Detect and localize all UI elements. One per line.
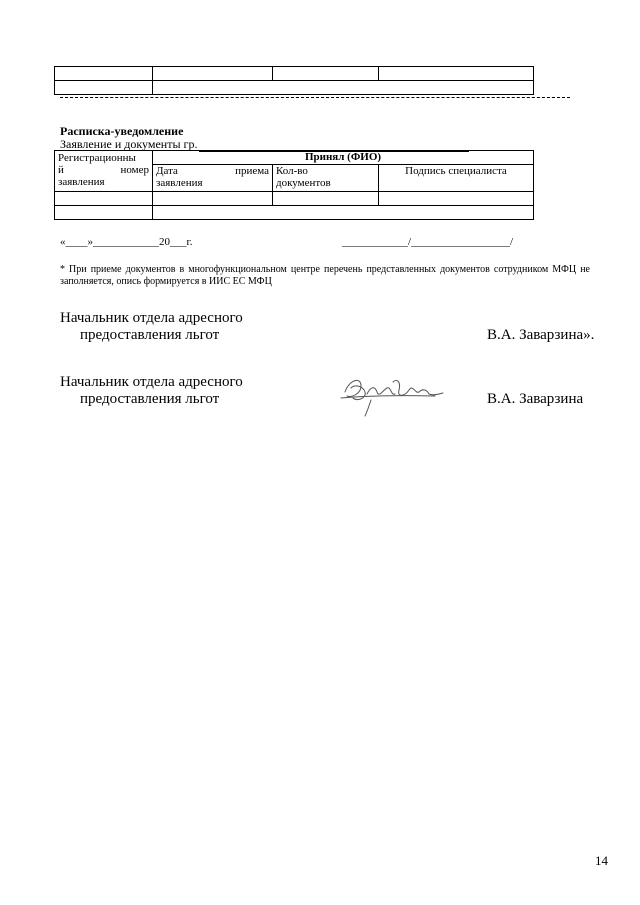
signoff-name: В.А. Заварзина — [487, 391, 584, 407]
header-text — [58, 164, 149, 176]
date-blank: «____»____________20___г. — [60, 236, 193, 248]
header-text: Регистрационны — [58, 152, 136, 164]
table-cell — [379, 192, 534, 206]
table-row — [55, 67, 534, 81]
table-row — [55, 206, 534, 220]
application-prefix: Заявление и документы гр. — [60, 137, 198, 151]
header-text: приема — [235, 165, 269, 177]
footnote: * При приеме документов в многофункциональном центре перечень представленных документов сотрудником МФЦ не заполняется, опись формируется в ИИС ЕС МФЦ — [60, 264, 590, 287]
table-cell — [273, 192, 379, 206]
cut-line — [60, 97, 570, 98]
table-cell — [55, 192, 153, 206]
table-cell — [153, 81, 534, 95]
header-text: Дата — [156, 165, 178, 177]
table-row — [55, 192, 534, 206]
table-cell — [273, 67, 379, 81]
receipt-title: Расписка-уведомление — [60, 124, 184, 138]
header-text: заявления — [156, 177, 203, 189]
signoff-name: В.А. Заварзина». — [487, 327, 595, 343]
header-text: документов — [276, 177, 331, 189]
table-row — [55, 81, 534, 95]
header-text: й — [58, 164, 64, 176]
document-count-header — [273, 165, 379, 192]
signoff-title-line2: предоставления льгот — [80, 391, 220, 407]
date-received-header — [153, 165, 273, 192]
signoff-title-line1: Начальник отдела адресного — [60, 374, 243, 390]
handwritten-signature — [335, 368, 445, 420]
accepted-header: Принял (ФИО) — [153, 151, 534, 165]
header-text — [156, 165, 269, 177]
table-cell — [55, 206, 153, 220]
table-row — [55, 151, 534, 165]
receipt-table — [54, 150, 534, 220]
page-number: 14 — [595, 853, 608, 868]
table-cell — [379, 67, 534, 81]
registration-number-header — [55, 151, 153, 192]
top-table — [54, 66, 534, 95]
header-text: номер — [120, 164, 149, 176]
specialist-signature-header: Подпись специалиста — [379, 165, 534, 192]
table-cell — [55, 81, 153, 95]
table-cell — [153, 67, 273, 81]
table-cell — [55, 67, 153, 81]
signoff-title-line2: предоставления льгот — [80, 327, 220, 343]
table-cell — [153, 206, 534, 220]
table-cell — [153, 192, 273, 206]
header-text: заявления — [58, 176, 105, 188]
signature-blank: ____________/__________________/ — [342, 236, 514, 248]
header-text: Кол-во — [276, 165, 308, 177]
signoff-title-line1: Начальник отдела адресного — [60, 310, 243, 326]
